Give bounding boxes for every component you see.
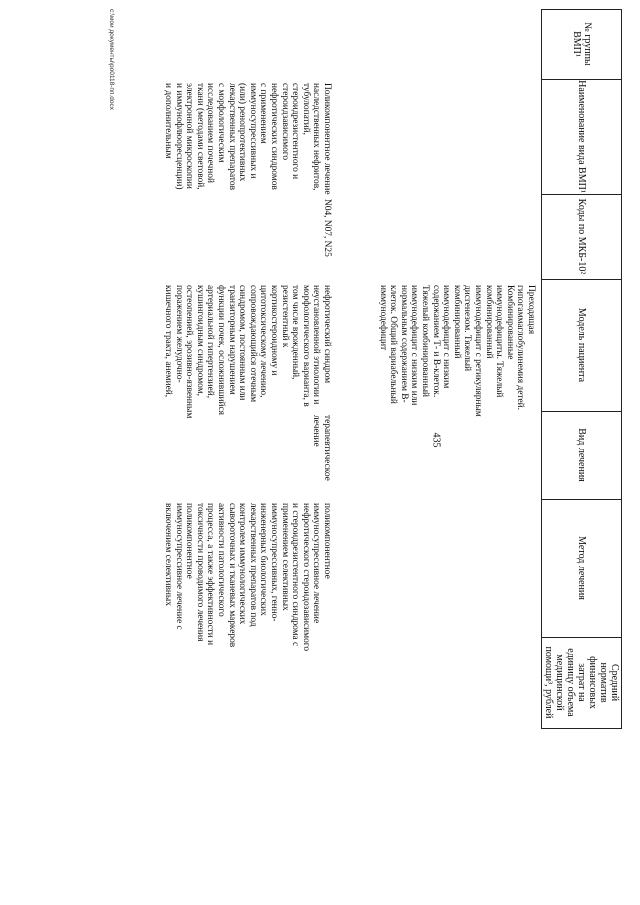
- cell-line: включением селективных: [163, 503, 174, 606]
- header-patient-model: [542, 279, 622, 411]
- cell-line: нефротических синдромов: [269, 83, 280, 190]
- cell-line: N04, N07, N25: [322, 199, 332, 257]
- cell-line: дисгенезом. Тяжелый: [462, 285, 473, 372]
- cell-line: нефротического стероидозависимого: [300, 503, 311, 652]
- header-text: Средний: [609, 663, 621, 702]
- cell-line: кушингоидным синдромом,: [194, 285, 205, 396]
- cell-patient-model: [163, 285, 333, 418]
- cell-line: комбинированный: [451, 285, 462, 359]
- header-text: Коды по МКБ-10²: [576, 198, 588, 275]
- header-text: Наименование вида ВМП¹: [576, 80, 588, 193]
- cell-line: иммунодефицит с низким: [441, 285, 452, 389]
- cell-line: транзиторным нарушением: [226, 285, 237, 395]
- cell-line: процесса, а также эффективности и: [205, 503, 216, 646]
- continued-patient-model: [377, 285, 536, 417]
- header-text: помощи³, рублей: [543, 646, 555, 719]
- header-vmp-name: [542, 79, 622, 194]
- cell-line: том числе врожденный,: [290, 285, 301, 380]
- cell-line: лечение: [311, 415, 322, 447]
- header-treatment-method: [542, 499, 622, 637]
- cell-line: иммуносупрессивных и: [247, 83, 258, 179]
- cell-line: исследованием почечной: [205, 83, 216, 183]
- cell-icd-codes: [321, 199, 332, 257]
- cell-line: артериальной гипертензией,: [205, 285, 216, 399]
- cell-line: поликомпонентное: [184, 503, 195, 579]
- cell-line: терапевтическое: [322, 415, 332, 481]
- cell-line: применением селективных: [279, 503, 290, 611]
- cell-line: сопровождающийся отечным: [247, 285, 258, 403]
- cell-line: стероидзависимого: [279, 83, 290, 161]
- cell-line: токсичности проводимого лечения: [194, 503, 205, 642]
- cell-line: функции почек, осложнившийся: [216, 285, 227, 415]
- cell-vmp-name: [163, 83, 333, 195]
- cell-line: (или) ренопротективных: [237, 83, 248, 182]
- cell-line: Преходящая: [526, 285, 536, 335]
- cell-line: цитотоксическому лечению,: [258, 285, 269, 398]
- header-text: Модель пациента: [576, 307, 588, 383]
- cell-line: контролем иммунологических: [237, 503, 248, 625]
- cell-line: иммунодефицит: [377, 285, 388, 351]
- cell-line: поражением желудочно-: [173, 285, 184, 383]
- cell-line: с морфологическим: [216, 83, 227, 163]
- header-text: Вид лечения: [576, 428, 588, 482]
- header-text: единицу объема: [565, 648, 577, 717]
- cell-line: и стероидрезистентного синдрома с: [290, 503, 301, 647]
- cell-line: иммуносупрессивное лечение с: [173, 503, 184, 630]
- cell-line: нормальным содержанием В-: [398, 285, 409, 403]
- cell-treatment-method: [163, 503, 333, 651]
- rotated-table: [102, 9, 622, 729]
- cell-line: активности патологического: [216, 503, 227, 617]
- cell-line: Комбинированные: [504, 285, 515, 360]
- header-text: финансовых: [587, 656, 599, 709]
- header-text: Метод лечения: [576, 536, 588, 600]
- cell-line: иммуносупрессивных, генно-: [269, 503, 280, 622]
- cell-line: инженерных биологических: [258, 503, 269, 616]
- cell-line: клеток. Общий вариабельный: [388, 285, 399, 404]
- cell-line: иммунодефициты. Тяжелый: [494, 285, 505, 398]
- cell-line: нефротический синдром: [322, 285, 332, 384]
- cell-line: кишечного тракта, анемией,: [163, 285, 174, 398]
- cell-line: наследственных нефритов,: [311, 83, 322, 191]
- cell-line: резистентный к: [279, 285, 290, 348]
- cell-line: неустановленной этиологии и: [311, 285, 322, 405]
- cell-line: лекарственных препаратов: [226, 83, 237, 190]
- cell-line: с применением: [258, 83, 269, 144]
- header-icd-codes: [542, 194, 622, 279]
- col-divider: [542, 728, 622, 729]
- cell-line: сывороточных и тканевых маркеров: [226, 503, 237, 648]
- cell-treatment-type: [311, 415, 332, 481]
- cell-line: комбинированный: [483, 285, 494, 359]
- cell-line: иммуносупрессивное лечение: [311, 503, 322, 624]
- header-text: норматив: [598, 662, 610, 703]
- cell-line: ткани (методами световой,: [194, 83, 205, 190]
- page-number: 435: [430, 432, 442, 448]
- cell-line: лекарственных препаратов под: [247, 503, 258, 627]
- header-text: затрат на: [576, 663, 588, 702]
- cell-line: Тяжелый комбинированный: [420, 285, 431, 398]
- cell-line: электронной микроскопии: [184, 83, 195, 189]
- cell-line: тубулопатий,: [300, 83, 311, 135]
- cell-line: синдромом, постоянным или: [237, 285, 248, 401]
- header-text: медицинской: [554, 654, 566, 711]
- cell-line: Поликомпонентное лечение: [322, 83, 332, 195]
- header-treatment-type: [542, 411, 622, 499]
- cell-line: остеопенией, эрозивно-язвенным: [184, 285, 195, 419]
- cell-line: морфологического варианта, в: [300, 285, 311, 407]
- cell-line: иммунодефицит с низким или: [409, 285, 420, 406]
- cell-line: и дополнительным: [163, 83, 174, 159]
- cell-line: гипогаммаглобулинемия детей.: [515, 285, 526, 410]
- cell-line: иммунодефицит с ретикулярным: [473, 285, 484, 417]
- cell-line: поликомпонентное: [322, 503, 332, 579]
- cell-line: стероидрезистентного и: [290, 83, 301, 180]
- header-text: № группы: [582, 22, 593, 66]
- header-average-cost: [542, 637, 622, 728]
- file-path-footnote: c:\мои документы\ро0118-пп.docx: [108, 9, 115, 110]
- cell-line: кортикостероидному и: [269, 285, 280, 376]
- cell-line: и иммунофлюоресценции): [173, 83, 184, 190]
- header-text: ВМП¹: [571, 31, 582, 57]
- header-group-number: [542, 9, 622, 79]
- cell-line: содержанием Т- и В-клеток.: [430, 285, 441, 398]
